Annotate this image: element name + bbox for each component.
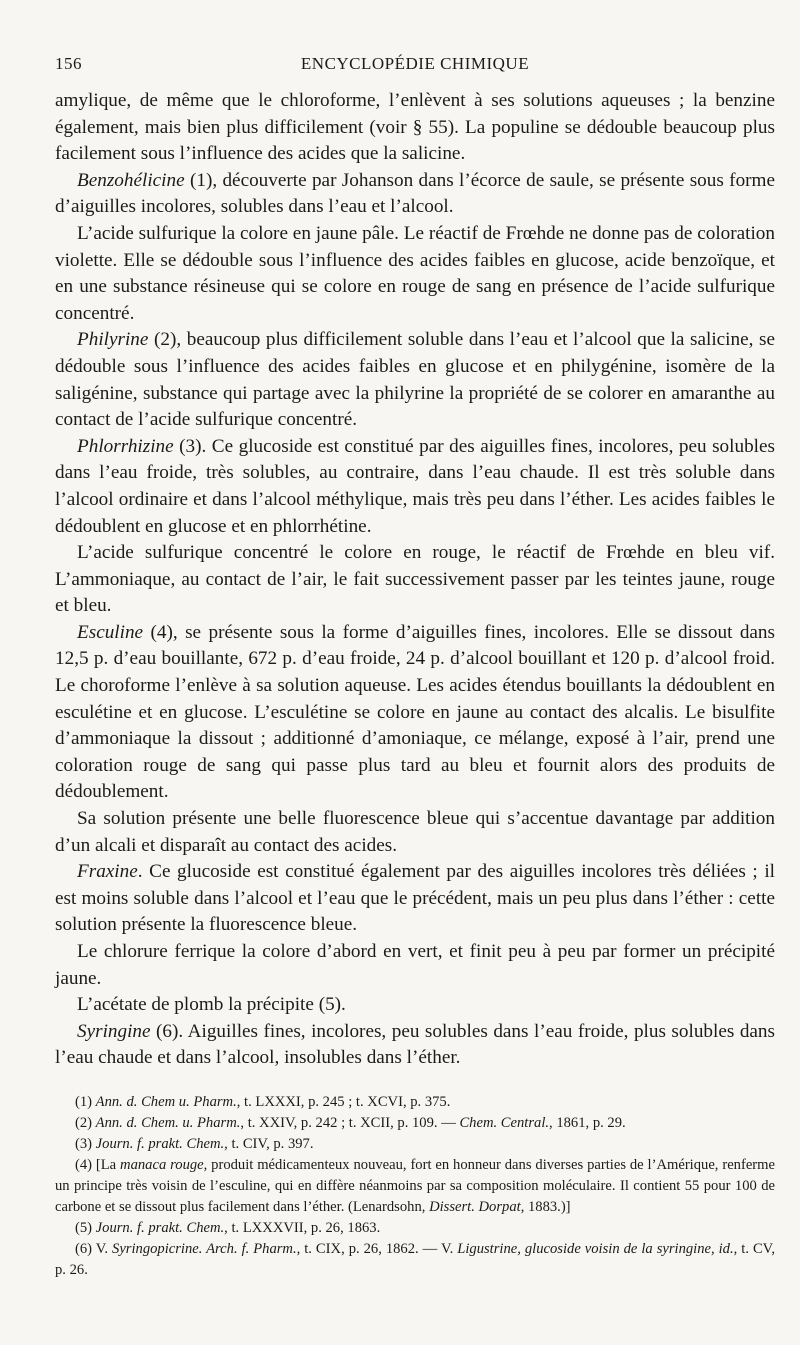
paragraph: amylique, de même que le chloroforme, l’enlèvent à ses solutions aqueuses ; la benzine également, mais bien plus difficilement (voir § 55). La populine se dédouble beaucoup plus facilement sous l’influence des acides que la salicine. [55,90,775,165]
paragraph: L’acide sulfurique concentré le colore en rouge, le réactif de Frœhde en bleu vif. L’ammoniaque, au contact de l’air, le fait successivement passer par les teintes jaune, rouge et bleu. [55,542,775,617]
glucoside-name: Fraxine [77,861,138,883]
glucoside-name: Benzohélicine [77,169,185,191]
paragraph: Sa solution présente une belle fluorescence bleue qui s’accentue davantage par addition d’un alcali et disparaît au contact des acides. [55,808,775,856]
footnotes [55,1092,775,1281]
footnote: (6) V. Syringopicrine. Arch. f. Pharm., t. CIX, p. 26, 1862. — V. Ligustrine, glucoside voisin de la syringine, id., t. CV, p. 26. [55,1240,775,1278]
page-number: 156 [55,54,82,73]
glucoside-name: Phlorrhizine [77,435,174,457]
glucoside-name: Esculine [77,621,144,643]
page-header [55,50,775,80]
paragraph: Benzohélicine (1), découverte par Johanson dans l’écorce de saule, se présente sous forme d’aiguilles incolores, solubles dans l’eau et l’alcool. [55,169,775,218]
footnote: (2) Ann. d. Chem. u. Pharm., t. XXIV, p. 242 ; t. XCII, p. 109. — Chem. Central., 1861, p. 29. [75,1114,626,1131]
footnote: (1) Ann. d. Chem u. Pharm., t. LXXXI, p. 245 ; t. XCVI, p. 375. [75,1093,451,1110]
footnote: (5) Journ. f. prakt. Chem., t. LXXXVII, p. 26, 1863. [75,1219,381,1236]
paragraph: L’acétate de plomb la précipite (5). [77,994,346,1016]
paragraph: Esculine (4), se présente sous la forme d’aiguilles fines, incolores. Elle se dissout dans 12,5 p. d’eau bouillante, 672 p. d’eau froide, 24 p. d’alcool bouillant et 120 p. d’alcool froid. Le choroforme l’enlève à sa solution aqueuse. Les acides étendus bouillants la dédoublent en esculétine et en glucose. L’esculétine se colore en jaune au contact des alcalis. Le bisulfite d’ammoniaque la dissout ; additionné d’amoniaque, ce mélange, exposé à l’air, prend une coloration rouge de sang qui passe plus tard au bleu et fournit alors des produits de dédoublement. [55,621,775,803]
footnote: (4) [La manaca rouge, produit médicamenteux nouveau, fort en honneur dans diverses parties de l’Amérique, renferme un principe très voisin de l’esculine, qui en diffère néanmoins par sa composition moléculaire. Il contient 55 pour 100 de carbone et se dissout plus facilement dans l’éther. (Lenardsohn, Dissert. Dorpat, 1883.)] [55,1156,775,1215]
running-title: ENCYCLOPÉDIE CHIMIQUE [300,54,530,73]
paragraph: Fraxine. Ce glucoside est constitué également par des aiguilles incolores très déliées ; il est moins soluble dans l’alcool et l’eau que le précédent, mais un peu plus dans l’éther : cette solution présente la fluorescence bleue. [55,861,775,936]
paragraph: Philyrine (2), beaucoup plus difficilement soluble dans l’eau et l’alcool que la salicine, se dédouble sous l’influence des acides faibles en glucose et en philygénine, isomère de la saligénine, substance qui partage avec la philyrine la propriété de se colorer en amaranthe au contact de l’acide sulfurique concentré. [55,329,775,431]
paragraph: Phlorrhizine (3). Ce glucoside est constitué par des aiguilles fines, incolores, peu solubles dans l’eau froide, très solubles, au contraire, dans l’eau chaude. Il est très soluble dans l’alcool ordinaire et dans l’alcool méthylique, mais très peu dans l’éther. Les acides faibles le dédoublent en glucose et en phlorrhétine. [55,435,775,537]
paragraph: Syringine (6). Aiguilles fines, incolores, peu solubles dans l’eau froide, plus solubles dans l’eau chaude et dans l’alcool, insolubles dans l’éther. [55,1020,775,1069]
glucoside-name: Philyrine [77,329,149,351]
body-text [55,88,775,1072]
glucoside-name: Syringine [77,1020,151,1042]
footnote: (3) Journ. f. prakt. Chem., t. CIV, p. 397. [75,1135,314,1152]
paragraph: Le chlorure ferrique la colore d’abord en vert, et finit peu à peu par former un précipité jaune. [55,941,775,989]
book-page [55,50,775,1281]
paragraph: L’acide sulfurique la colore en jaune pâle. Le réactif de Frœhde ne donne pas de coloration violette. Elle se dédouble sous l’influence des acides faibles en glucose, acide benzoïque, et en une substance résineuse qui se colore en rouge de sang en présence de l’acide sulfurique concentré. [55,222,775,324]
